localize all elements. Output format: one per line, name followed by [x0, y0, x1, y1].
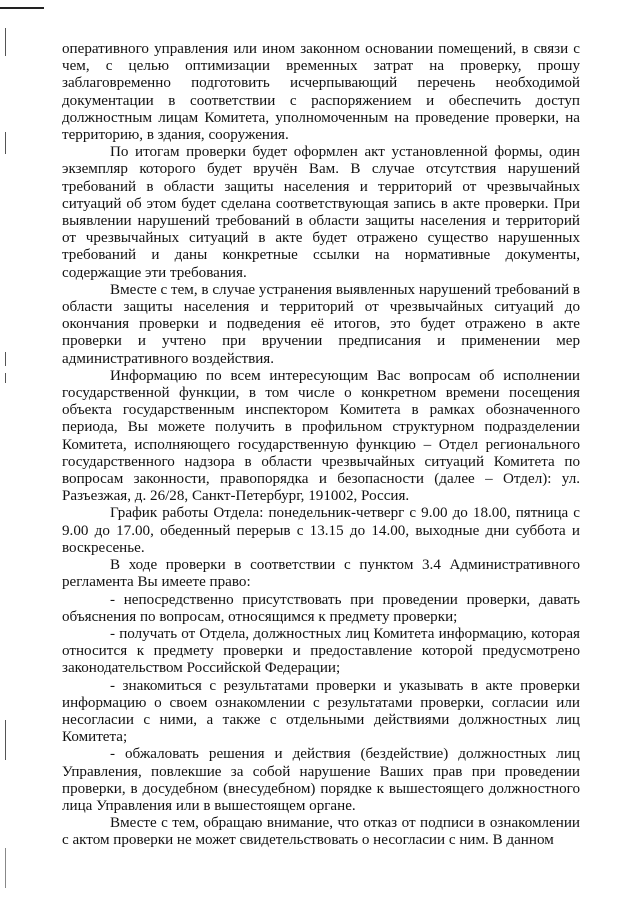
scan-mark [5, 848, 6, 888]
paragraph-rights-intro: В ходе проверки в соответствии с пунктом 3.4 Административного регламента Вы имеете право: [62, 557, 580, 591]
list-item-right-appeal: - обжаловать решения и действия (бездействие) должностных лиц Управления, повлекшие за собой нарушение Ваших прав при проведении проверки, в досудебном (внесудебном) порядке к вышестоящего должностного лица Управления или в вышестоящем органе. [62, 746, 580, 814]
paragraph-violation-remedy: Вместе с тем, в случае устранения выявленных нарушений требований в области защиты населения и территорий от чрезвычайных ситуаций до окончания проверки и подведения её итогов, это будет отражено в акте проверки и учтено при вручении предписания и применении мер административного воздействия. [62, 281, 580, 367]
scan-mark [5, 373, 6, 383]
paragraph-working-hours: График работы Отдела: понедельник-четверг с 9.00 до 18.00, пятница с 9.00 до 17.00, обеденный перерыв с 13.15 до 14.00, выходные дни суббота и воскресенье. [62, 505, 580, 556]
list-item-right-information: - получать от Отдела, должностных лиц Комитета информацию, которая относится к предмету проверки и предоставление которой предусмотрено законодательством Российской Федерации; [62, 625, 580, 677]
scan-mark [5, 720, 6, 760]
list-item-right-attend: - непосредственно присутствовать при проведении проверки, давать объяснения по вопросам, относящимся к предмету проверки; [62, 591, 580, 625]
paragraph-premises-access: оперативного управления или ином законном основании помещений, в связи с чем, с целью оптимизации временных затрат на проверку, прошу заблаговременно подготовить исчерпывающий перечень необходимой документации в соответствии с распоряжением и обеспечить доступ должностным лицам Комитета, уполномоченным на проведение проверки, на территорию, в здания, сооружения. [62, 41, 580, 144]
document-body [62, 41, 580, 850]
scan-mark [5, 28, 6, 56]
paragraph-signature-refusal: Вместе с тем, обращаю внимание, что отказ от подписи в ознакомлении с актом проверки не может свидетельствовать о несогласии с ним. В данном [62, 815, 580, 849]
paragraph-inspection-act: По итогам проверки будет оформлен акт установленной формы, один экземпляр которого будет вручён Вам. В случае отсутствия нарушений требований в области защиты населения и территорий от чрезвычайных ситуаций об этом будет сделана соответствующая запись в акте проверки. При выявлении нарушений требований в области защиты населения и территорий от чрезвычайных ситуаций в акте будет отражено существо нарушенных требований и даны конкретные ссылки на нормативные документы, содержащие эти требования. [62, 144, 580, 281]
paragraph-contact-info: Информацию по всем интересующим Вас вопросам об исполнении государственной функции, в том числе о конкретном времени посещения объекта государственным инспектором Комитета в рамках обозначенного периода, Вы можете получить в профильном структурном подразделении Комитета, исполняющего государственную функцию – Отдел регионального государственного надзора в области чрезвычайных ситуаций Комитета по вопросам законности, правопорядка и безопасности (далее – Отдел): ул. Разъезжая, д. 26/28, Санкт-Петербург, 191002, Россия. [62, 367, 580, 505]
list-item-right-review-results: - знакомиться с результатами проверки и указывать в акте проверки информацию о своем ознакомлении с результатами проверки, согласии или несогласии с ними, а также с отдельными действиями должностных лиц Комитета; [62, 677, 580, 746]
scan-mark [5, 352, 6, 366]
top-rule [0, 7, 44, 9]
scan-mark [5, 132, 6, 154]
